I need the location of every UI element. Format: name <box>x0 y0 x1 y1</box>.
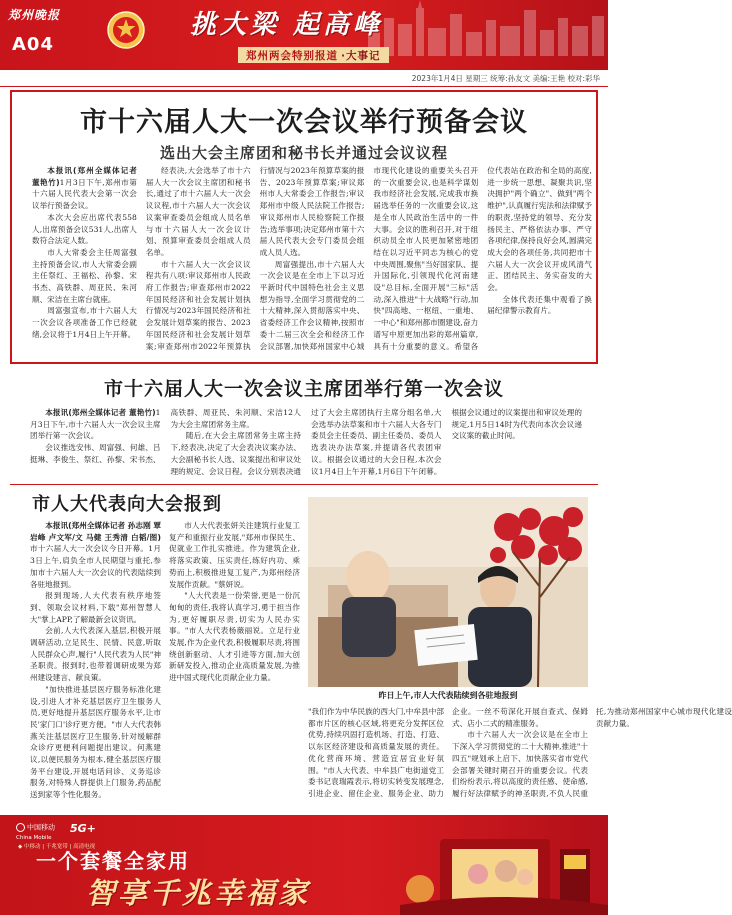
news-photo <box>308 497 588 687</box>
photo-caption: 昨日上午,市人大代表陆续到各驻地报到 <box>378 691 518 700</box>
paragraph: 周富强宣布,市十六届人大一次会议各项准备工作已经就绪,会议将于1月4日上午开幕。 <box>32 306 137 339</box>
national-emblem-icon <box>106 10 146 50</box>
paragraph: 随后,在大会主席团常务主席主持下,经表决,决定了大会表决议案办法、大会副秘书长人选、议案提出和审议处理的规定、会议日程。会议分别表决通过了大会主席团执行主席分组名单,大会选举办法草案和市十六届人大各专门委员会主任委员、副主任委员、委员人选表决办法草案,并提请各代表团审议。根据会议通过的大会日程,本次会议1月4日上午开幕,1月6日下午闭幕。根据会议通过的议案提出和审议处理的规定,1月5日14时为代表向本次会议递交议案的截止时间。 <box>170 408 582 476</box>
byline: 本报讯(郑州全媒体记者 董艳竹) <box>32 166 137 187</box>
paragraph: 市十六届人大一次会议议程共有八项:审议郑州市人民政府工作报告;审查郑州市2022年国民经济和社会发展计划执行情况与2023年国民经济和社会发展计划草案的报告、2023年国民经济和社会发展计划草案;审查郑州市2022年预算执行情况与2023年预算草案的报告、2023年预算草案;审议郑州市人大常委会工作报告;审议郑州市中级人民法院工作报告;审议郑州市人民检察院工作报告;选举事项;决定郑州市第十六届人民代表大会专门委员会组成人员人选。 <box>145 166 365 351</box>
section-divider <box>10 484 598 485</box>
paragraph: 经表决,大会选举了市十六届人大一次会议主席团和秘书长,通过了市十六届人大一次会议议程,市十六届人大一次会议议案审查委员会组成人员名单与市十六届人大一次会议计划、预算审查委员会组成人员名单。 <box>145 166 251 257</box>
city-skyline-icon <box>358 0 608 56</box>
paragraph: 周富强提出,市十六届人大一次会议是在全市上下以习近平新时代中国特色社会主义思想为指导,全面学习贯彻党的二十大精神,深入贯彻落实中央、省委经济工作会议精神,按照市委十二届三次全会和经济工作会议部署,加快郑州国家中心城市现代化建设的重要关头召开的一次重要会议,也是科学谋划我市经济社会发展,完成我市换届选举任务的一次重要会议,这是全市人民政治生活中的一件大事。会议的胜利召开,对于组织动员全市人民更加紧密地团结在以习近平同志为核心的党中央周围,聚焦"当好国家队、提升国际化,引领现代化河南建设"总目标,全面开展"三标"活动,深入推进"十大战略"行动,加快"四高地、一枢纽、一重地、一中心"和郑州都市圈建设,奋力谱写中原更加出彩的郑州篇章,具有十分重要的意义。希望各位代表站在政治和全局的高度,进一步统一思想、凝聚共识,坚决拥护"两个确立"、做到"两个维护",认真履行宪法和法律赋予的职责,坚持党的领导、充分发扬民主、严格依法办事、严守各项纪律,保持良好会风,圆满完成大会的各项任务,共同把市十六届人大一次会议开成风清气正、团结民主、务实奋发的大会。 <box>259 166 592 351</box>
china-mobile-logo-icon <box>16 823 25 832</box>
photo-illustration <box>308 497 588 687</box>
advertisement-banner <box>0 815 608 915</box>
paragraph: 会前,人大代表深入基层,积极开展调研活动,立足民生、民情、民意,听取人民群众心声,履行"人民代表为人民"神圣职责。报到时,也带着调研成果为郑州建设建言、献良策。 <box>30 626 161 683</box>
paragraph: "我们作为中华民族的西大门,中牟县中部都市片区的核心区域,将更充分发挥区位优势,持续巩固打造机场、打造、打造、以东区经济建设和高质量发展的责任。优化营商环境、营造宜居宜业好氛围。"市人大代表、中牟县广电街道党工委书记袁瑞霞表示,将切实转变发展理念,引进企业、留住企业、服务企业、助力企业。一丝不苟深化开展自查式、保姆式、店小二式的精准服务。 <box>308 707 588 798</box>
paragraph-text: 1月3日下午,郑州市第十六届人民代表大会第一次会议举行预备会议。 <box>32 177 137 211</box>
paragraph: "人大代表是一份荣誉,更是一份沉甸甸的责任,我将认真学习,勇于担当作为,更好履职尽责,切实为人民办实事。"市人大代表杨薇丽说。立足行业发展,作为企业代表,积极履职尽责,将围绕创新驱动、人才引进等方面,加大创新研发投入,推动企业高质量发展,为推进中国式现代化贡献企业力量。 <box>169 591 300 683</box>
second-story-headline: 市十六届人大一次会议主席团举行第一次会议 <box>103 378 504 400</box>
byline: 本报讯(郑州全媒体记者 董艳竹) <box>45 408 156 417</box>
second-story-body <box>30 407 582 479</box>
page-number: A04 <box>12 34 54 55</box>
ad-small-print: ◆ 中移动 | 千兆宽带 | 高清电视 <box>18 844 96 850</box>
ad-slogan: 智享千兆幸福家 <box>86 876 311 910</box>
ad-headline: 一个套餐全家用 <box>36 849 190 873</box>
lead-story-body <box>32 165 592 361</box>
special-report-label: 郑州两会特别报道 <box>246 49 338 62</box>
page-info-text: 2023年1月4日 星期三 统筹:孙友文 美编:王艳 校对:彩华 <box>411 73 600 83</box>
paragraph-text: 市十六届人大一次会议今日开幕。1月3日上午,肩负全市人民期望与重托,参加市十六届人大一次会议的代表陆续到各驻地报到。 <box>30 544 161 589</box>
paragraph-text: 1月3日下午,市十六届人大一次会议主席团举行第一次会议。 <box>30 408 161 441</box>
special-report-accent: ·大事记 <box>341 49 381 62</box>
masthead-slogan: 挑大梁 起高峰 <box>190 10 384 40</box>
paragraph: 市人大常委会主任周富强主持预备会议,市人大常委会副主任祭红、王福松、孙黎、宋书杰、高铁群、周亚民、朱河顺、宋洁在主席台就座。 <box>32 247 137 304</box>
paragraph <box>32 165 137 212</box>
lead-story-box <box>10 90 598 364</box>
paragraph: 市十六届人大一次会议是在全市上下深入学习贯彻党的二十大精神,推进"十四五"规划承上启下、加快落实省市党代会部署关键时期召开的重要会议。代表们纷纷表示,将以高度的责任感、使命感,履行好法律赋予的神圣职责,不负人民重托,为推动郑州国家中心城市现代化建设贡献力量。 <box>452 707 732 798</box>
ad-brand <box>16 823 55 843</box>
lead-story-headline: 市十六届人大一次会议举行预备会议 <box>80 107 528 138</box>
page-info-bar <box>0 70 608 87</box>
ad-brand-name: 中国移动 <box>27 823 55 832</box>
ad-illustration <box>400 819 608 915</box>
third-story-body-continued <box>308 706 732 810</box>
lead-story-subheadline: 选出大会主席团和秘书长并通过会议议程 <box>159 144 448 162</box>
paragraph <box>30 407 161 442</box>
masthead <box>0 0 608 70</box>
paragraph: 市人大代表张妍关注建筑行业复工复产和重振行业发展,"郑州市保民生、促就业工作扎实推进。作为建筑企业,将落实政策、压实责任,练好内功、乘势而上,积极推进复工复产,为郑州经济发展作贡献。"蔡妍说。 <box>169 521 300 589</box>
paragraph: 会议推选安伟、周富强、何雄、吕挺琳、李俊生、祭红、孙黎、宋书杰、高铁群、周亚民、朱河顺、宋洁12人为大会主席团常务主席。 <box>30 408 301 464</box>
paragraph <box>30 520 161 590</box>
byline: 本报讯(郑州全媒体记者 孙志刚 覃岩峰 卢文军/文 马健 王秀清 白韬/图) <box>30 521 161 542</box>
paragraph: 本次大会应出席代表558人,出席预备会议531人,出席人数符合法定人数。 <box>32 212 137 246</box>
ad-brand-en: China Mobile <box>16 834 52 841</box>
third-story-body <box>30 520 300 810</box>
ad-5g-badge: 5G+ <box>70 822 96 835</box>
paragraph: 报到现场,人大代表有秩序地签到、领取会议材料,下载"郑州智慧人大"掌上APP,了解最新会议资讯。 <box>30 591 161 624</box>
special-report-strip <box>238 47 389 63</box>
paragraph: 全体代表还集中观看了换届纪律警示教育片。 <box>487 294 592 316</box>
third-story-headline: 市人大代表向大会报到 <box>32 494 222 515</box>
paragraph: "加快推进基层医疗服务标准化建设,引进人才补充基层医疗卫生服务人员,更好地提升基层医疗服务水平,让市民'家门口'诊疗更方便。"市人大代表韩燕关注基层医疗卫生服务,针对缓解群众诊疗更便利问题提出建议。何燕建议,以便民服务为根本,健全基层医疗服务平台建设,开展电话问诊、义务巡诊服务,对特殊人群提供上门服务,药品配送到家等个性化服务。 <box>30 684 161 800</box>
newspaper-logo: 郑州晚报 <box>8 8 61 22</box>
